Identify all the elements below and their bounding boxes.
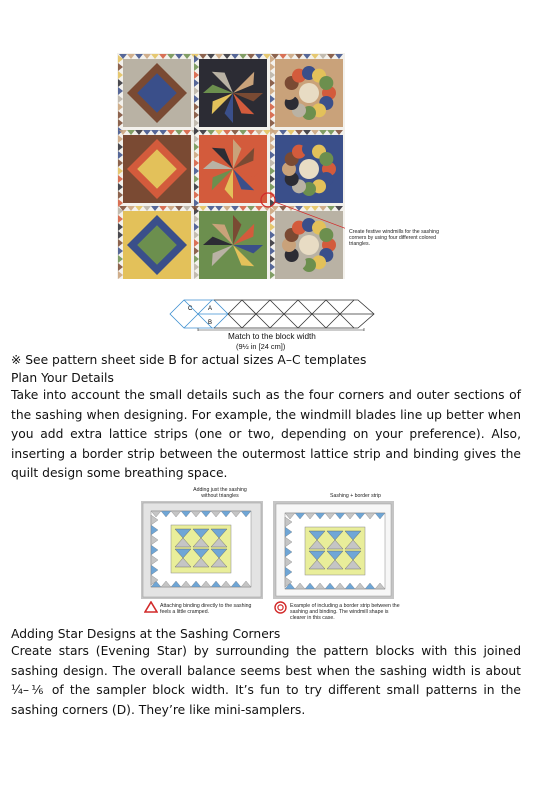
template-strip-diagram: [168, 298, 376, 331]
left-diagram-label: Adding just the sashing without triangles: [193, 487, 247, 500]
sashing-diagram-left: [141, 501, 263, 599]
good-circle-icon: [274, 601, 287, 614]
sashing-diagram-right: [273, 501, 394, 599]
quilt-block: [123, 211, 191, 279]
section-heading-plan-details: Plan Your Details: [11, 371, 114, 385]
template-note: ※ See pattern sheet side B for actual sizes A–C templates: [11, 353, 367, 367]
template-label-b: B: [208, 320, 213, 326]
quilt-block: [199, 211, 267, 279]
right-diagram-label: Sashing + border strip: [330, 493, 381, 499]
match-caption: Match to the block width: [228, 332, 316, 341]
match-caption-size: (9½ in [24 cm]): [236, 342, 286, 351]
section-body-star-designs: Create stars (Evening Star) by surrounding the pattern blocks with this joined sashing design. The overall balance seems best when the sashing width is about ¼–⅙ of the sampler block width. It’s fun to try different small patterns in the sashing corners (D). They’re like mini-samplers.: [11, 644, 521, 717]
quilt-block: [275, 211, 343, 279]
quilt-block: [199, 135, 267, 203]
quilt-block: [275, 59, 343, 127]
quilt-callout: Create festive windmills for the sashing corners by using four different colored triangles.: [349, 229, 439, 247]
template-label-a: A: [208, 306, 213, 312]
quilt-photo: [117, 53, 345, 279]
template-label-c: C: [188, 306, 193, 312]
left-diagram-caption: Attaching binding directly to the sashing feels a little cramped.: [160, 603, 252, 616]
quilt-block: [123, 59, 191, 127]
quilt-block: [199, 59, 267, 127]
section-heading-star-designs: Adding Star Designs at the Sashing Corners: [11, 627, 281, 641]
quilt-block: [275, 135, 343, 203]
quilt-block: [123, 135, 191, 203]
section-body-plan-details: Take into account the small details such as the four corners and outer sections of the sashing when designing. For example, the windmill blades line up better when you add extra lattice strips (one or two, depending on your preference). Also, inserting a border strip between the outermost lattice strip and binding gives the quilt design some breathing space.: [11, 388, 521, 481]
right-diagram-caption: Example of including a border strip between the sashing and binding. The windmill shape is clearer in this case.: [290, 603, 400, 622]
warning-triangle-icon: [144, 601, 158, 613]
